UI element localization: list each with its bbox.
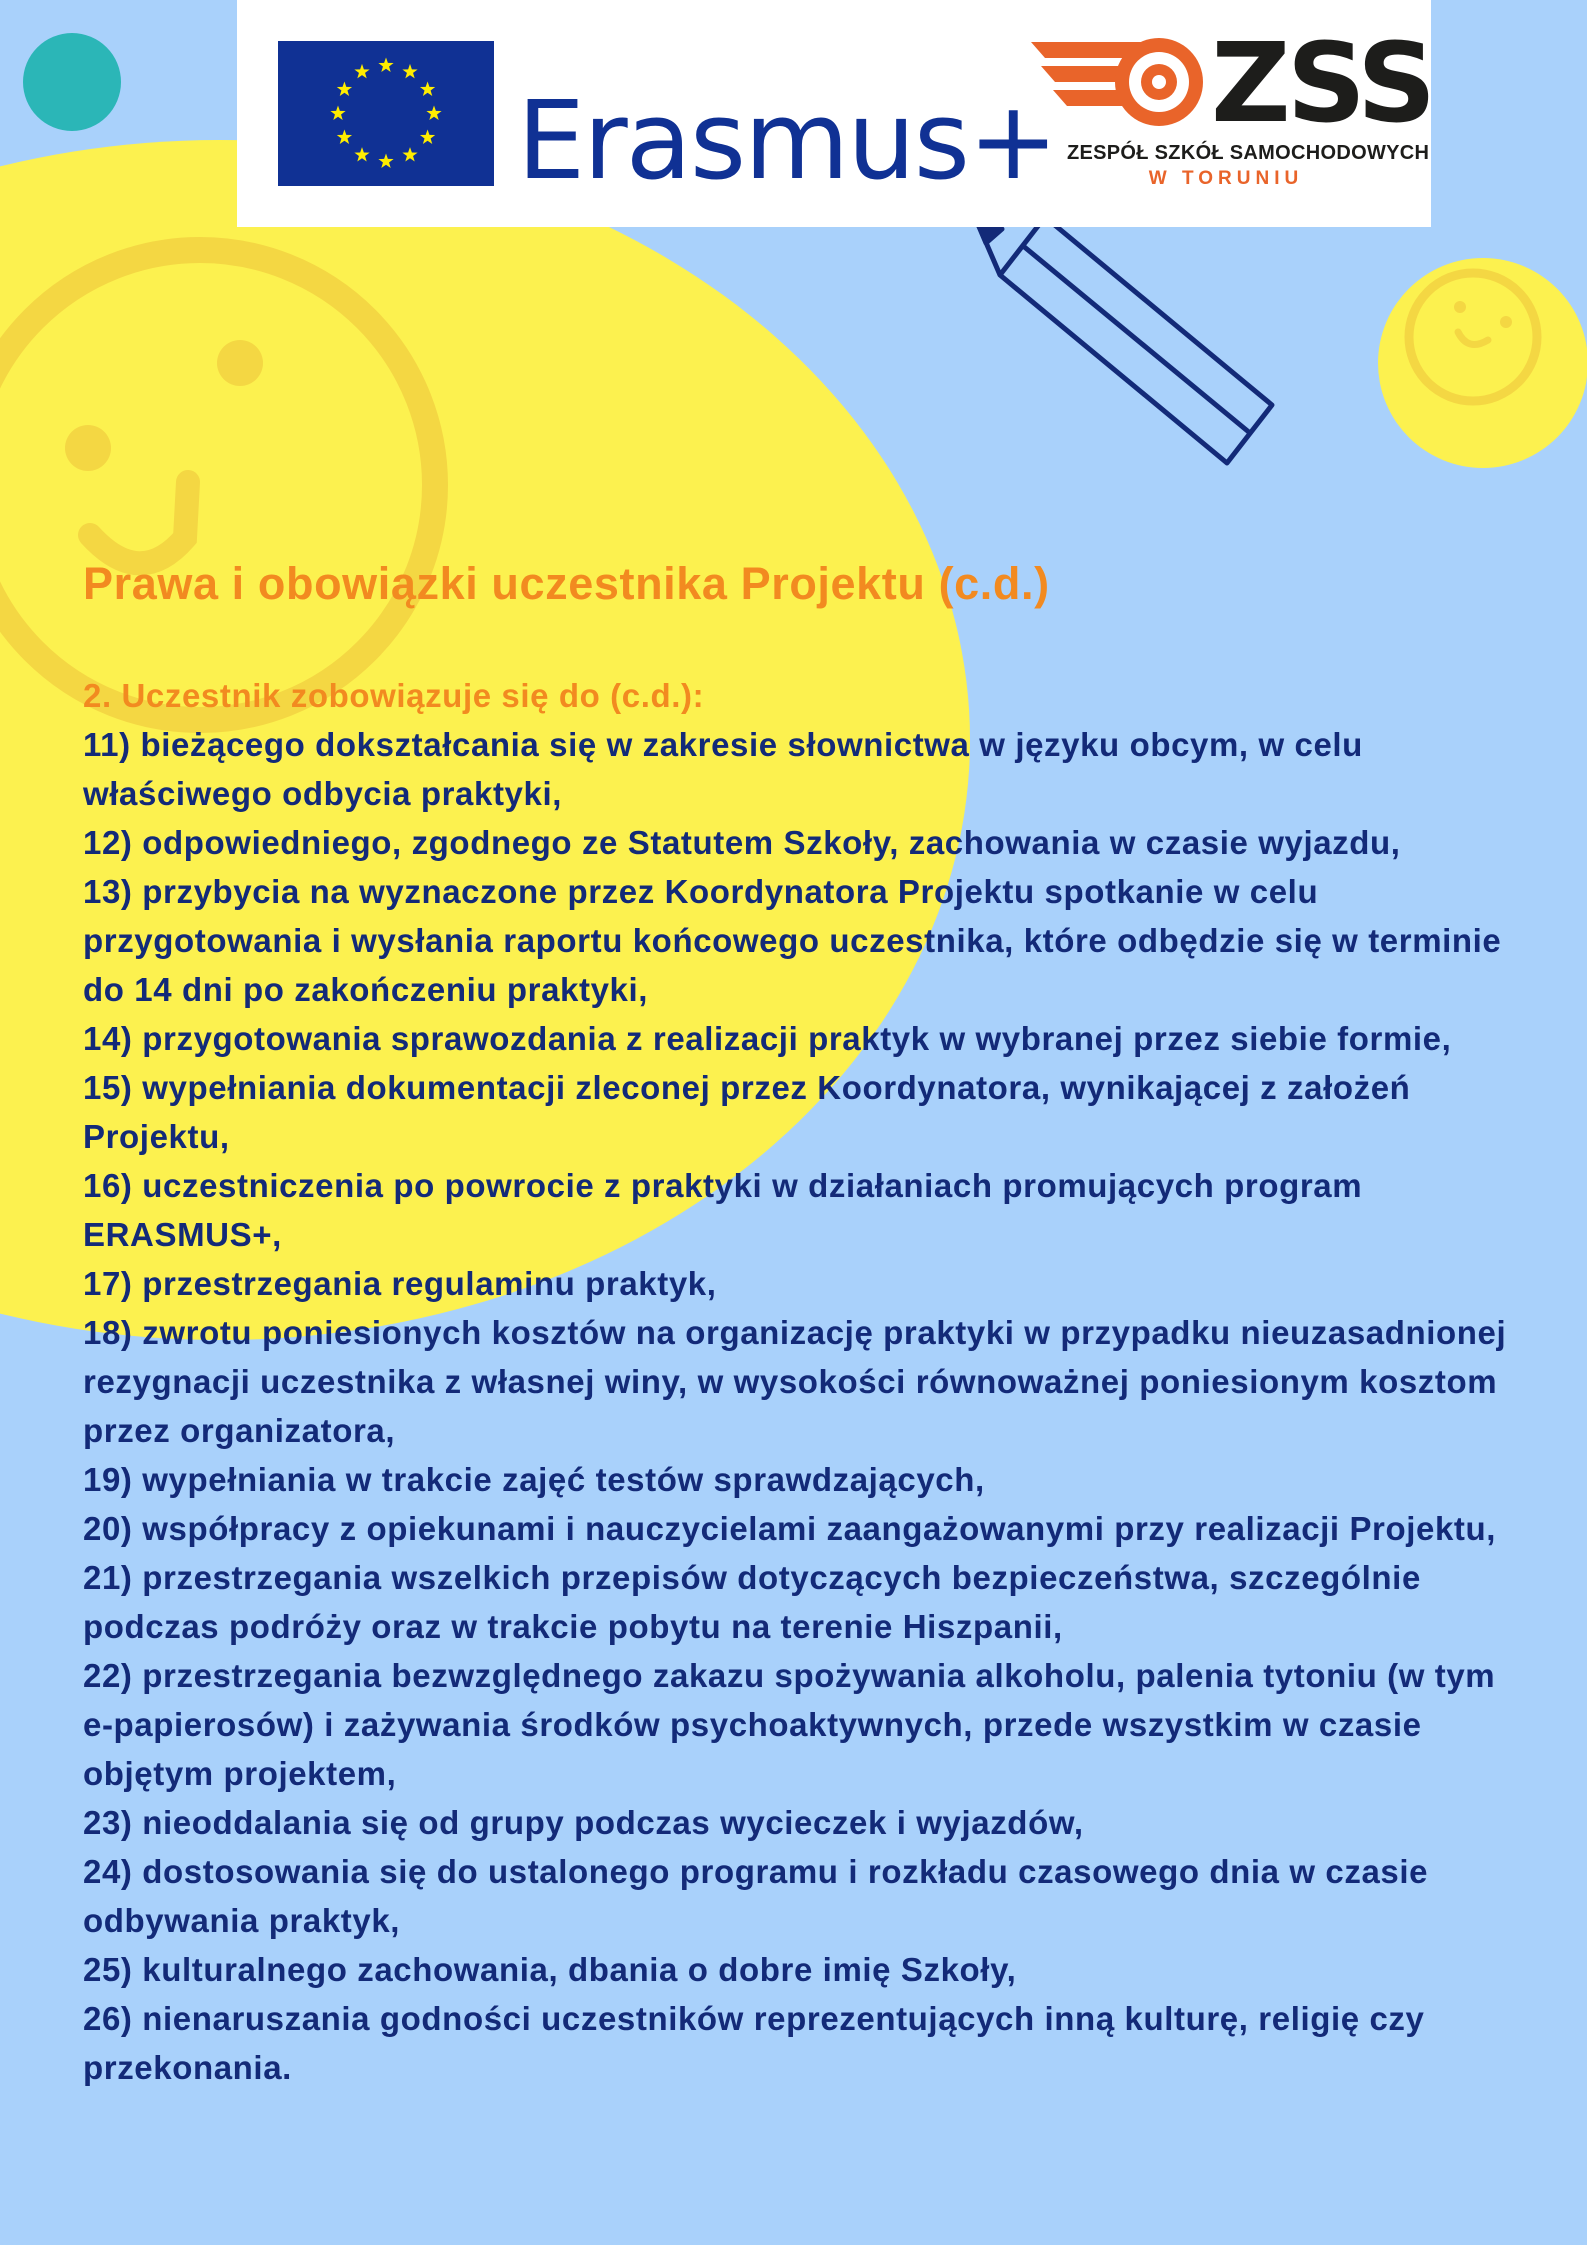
eu-star-icon: [378, 154, 393, 168]
small-smiley-face-icon: [1398, 262, 1548, 412]
eu-star-icon: [354, 64, 369, 78]
list-item: 22) przestrzegania bezwzględnego zakazu spożywania alkoholu, palenia tytoniu (w tym e-papierosów) i zażywania środków psychoaktywnych, przede wszystkim w czasie objętym projektem,: [83, 1657, 1496, 1792]
eu-star-icon: [337, 130, 352, 144]
teal-dot-decoration: [23, 33, 121, 131]
school-acronym: ZSS: [1211, 19, 1433, 147]
list-item: 14) przygotowania sprawozdania z realizacji praktyk w wybranej przez siebie formie,: [83, 1020, 1452, 1057]
list-item: 18) zwrotu poniesionych kosztów na organizację praktyki w przypadku nieuzasadnionej rezygnacji uczestnika z własnej winy, w wysokości równoważnej poniesionym kosztom przez organizatora,: [83, 1314, 1507, 1449]
list-item: 13) przybycia na wyznaczone przez Koordynatora Projektu spotkanie w celu przygotowania i wysłania raportu końcowego uczestnika, które odbędzie się w terminie do 14 dni po zakończeniu praktyki,: [83, 873, 1502, 1008]
list-item: 17) przestrzegania regulaminu praktyk,: [83, 1265, 717, 1302]
section-heading: 2. Uczestnik zobowiązuje się do (c.d.):: [83, 677, 705, 714]
list-item: 26) nienaruszania godności uczestników reprezentujących inną kulturę, religię czy przekonania.: [83, 2000, 1425, 2086]
eu-flag-icon: [278, 41, 494, 186]
school-name: ZESPÓŁ SZKÓŁ SAMOCHODOWYCH: [1067, 142, 1430, 164]
document-body: [83, 548, 1523, 2092]
list-item: 11) bieżącego dokształcania się w zakresie słownictwa w języku obcym, w celu właściwego odbycia praktyki,: [83, 726, 1363, 812]
school-city: W TORUNIU: [1148, 168, 1304, 189]
list-item: 24) dostosowania się do ustalonego programu i rozkładu czasowego dnia w czasie odbywania praktyk,: [83, 1853, 1429, 1939]
eu-star-icon: [402, 147, 417, 161]
school-logo: [1031, 19, 1433, 194]
eu-star-icon: [420, 130, 435, 144]
obligations-list: [83, 720, 1523, 2092]
list-item: 25) kulturalnego zachowania, dbania o dobre imię Szkoły,: [83, 1951, 1017, 1988]
list-item: 12) odpowiedniego, zgodnego ze Statutem Szkoły, zachowania w czasie wyjazdu,: [83, 824, 1401, 861]
eu-star-icon: [337, 82, 352, 96]
wheel-icon: [1031, 36, 1211, 126]
list-item: 15) wypełniania dokumentacji zleconej przez Koordynatora, wynikającej z założeń Projektu,: [83, 1069, 1411, 1155]
logo-banner: [237, 0, 1431, 227]
eu-star-icon: [330, 106, 345, 120]
list-item: 19) wypełniania w trakcie zajęć testów sprawdzających,: [83, 1461, 985, 1498]
eu-star-icon: [426, 106, 441, 120]
erasmus-logo-text: Erasmus+: [517, 79, 1057, 204]
list-item: 23) nieoddalania się od grupy podczas wycieczek i wyjazdów,: [83, 1804, 1084, 1841]
eu-star-icon: [354, 147, 369, 161]
list-item: 20) współpracy z opiekunami i nauczycielami zaangażowanymi przy realizacji Projektu,: [83, 1510, 1497, 1547]
list-item: 16) uczestniczenia po powrocie z praktyki w działaniach promujących program ERASMUS+,: [83, 1167, 1363, 1253]
pencil-icon: [960, 195, 1290, 475]
eu-star-icon: [378, 58, 393, 72]
list-item: 21) przestrzegania wszelkich przepisów dotyczących bezpieczeństwa, szczególnie podczas podróży oraz w trakcie pobytu na terenie Hiszpanii,: [83, 1559, 1421, 1645]
eu-star-icon: [420, 82, 435, 96]
document-title: Prawa i obowiązki uczestnika Projektu (c.d.): [83, 558, 1050, 609]
eu-star-icon: [402, 64, 417, 78]
